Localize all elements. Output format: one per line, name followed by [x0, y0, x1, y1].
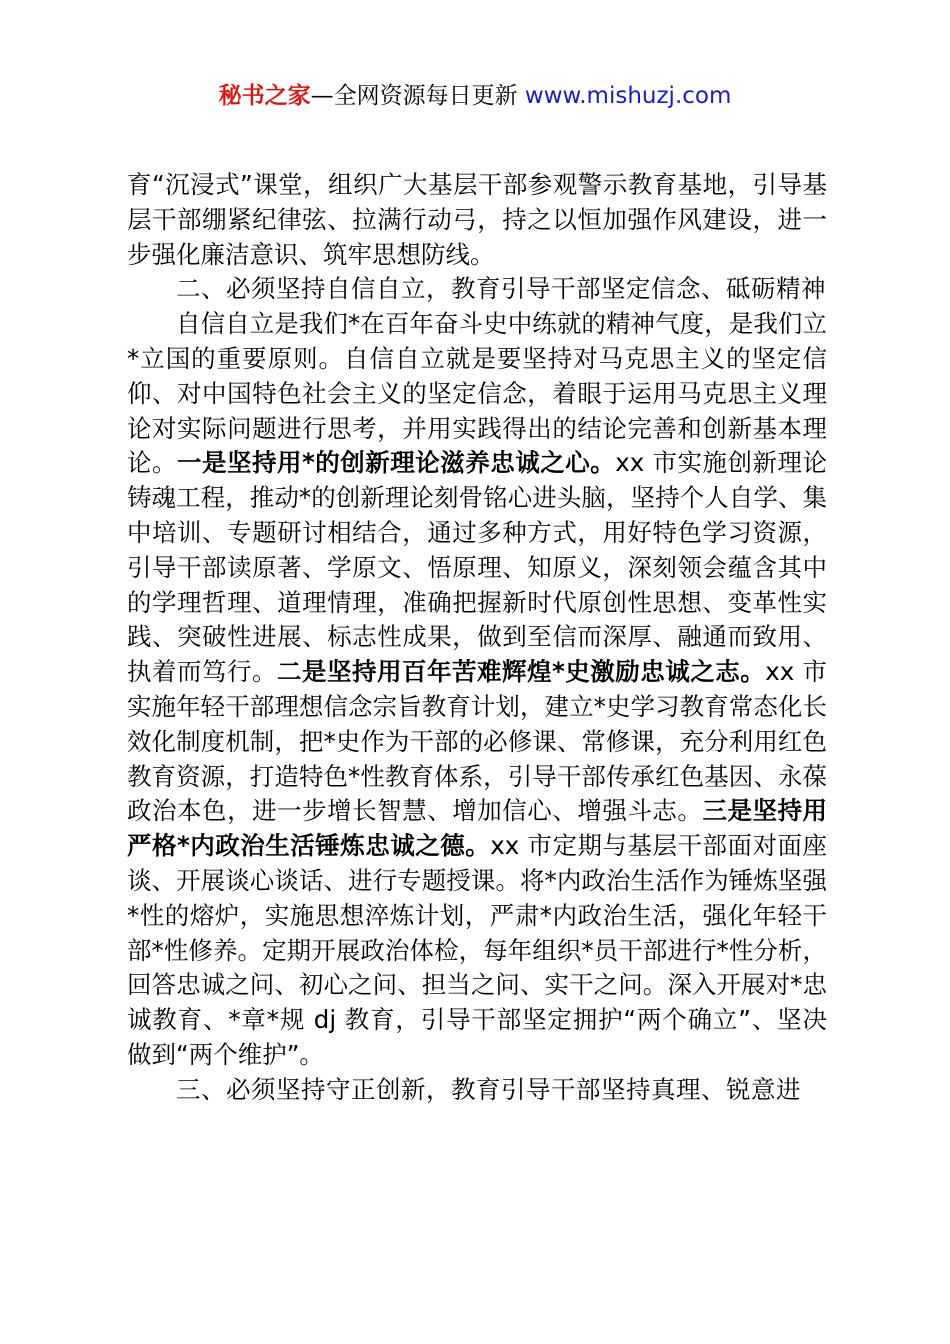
header-tagline: —全网资源每日更新	[310, 83, 518, 109]
section-heading-2: 二、必须坚持自信自立，教育引导干部坚定信念、砥砺精神	[176, 274, 826, 304]
bold-point-2: 二是坚持用百年苦难辉煌*史激励忠诚之志。	[276, 657, 766, 687]
section-heading-3: 三、必须坚持守正创新，教育引导干部坚持真理、锐意进	[176, 1074, 801, 1104]
brand-name: 秘书之家	[218, 83, 311, 109]
bold-point-3: 三是坚持用严格*内政治生活锤炼忠诚之德。	[127, 796, 828, 861]
site-header	[0, 80, 950, 112]
paragraph-text: xx 市实施创新理论铸魂工程，推动*的创新理论刻骨铭心进头脑，坚持个人自学、集中培训、专题研讨相结合，通过多种方式，用好特色学习资源，引导干部读原著、学原文、悟原理、知原义，深刻领会蕴含其中的学理哲理、道理情理，准确把握新时代原创性思想、变革性实践、突破性进展、标志性成果，做到至信而深厚、融通而致用、执着而笃行。	[127, 448, 828, 687]
paragraph-continuation: 育“沉浸式”课堂，组织广大基层干部参观警示教育基地，引导基层干部绷紧纪律弦、拉满行动弓，持之以恒加强作风建设，进一步强化廉洁意识、筑牢思想防线。	[127, 170, 827, 269]
paragraph-text: xx 市定期与基层干部面对面座谈、开展谈心谈话、进行专题授课。将*内政治生活作为锤炼坚强*性的熔炉，实施思想淬炼计划，严肃*内政治生活，强化年轻干部*性修养。定期开展政治体检，每年组织*员干部进行*性分析，回答忠诚之问、初心之问、担当之问、实干之问。深入开展对*忠诚教育、*章*规 dj 教育，引导干部坚定拥护“两个确立”、坚决做到“两个维护”。	[127, 831, 827, 1069]
paragraph-self-confidence	[127, 307, 827, 1073]
paragraph-text: xx 市实施年轻干部理想信念宗旨教育计划，建立*史学习教育常态化长效化制度机制，把*史作为干部的必修课、常修课，充分利用红色教育资源，打造特色*性教育体系，引导干部传承红色基因、永葆政治本色，进一步增长智慧、增加信心、增强斗志。	[127, 657, 828, 826]
document-body	[127, 168, 827, 1108]
paragraph-text: 自信自立是我们*在百年奋斗史中练就的精神气度，是我们立*立国的重要原则。自信自立就是要坚持对马克思主义的坚定信仰、对中国特色社会主义的坚定信念，着眼于运用马克思主义理论对实际问题进行思考，并用实践得出的结论完善和创新基本理论。	[127, 309, 827, 478]
site-url-link[interactable]: www.mishuzj.com	[524, 83, 732, 109]
bold-point-1: 一是坚持用*的创新理论滋养忠诚之心。	[177, 448, 616, 478]
